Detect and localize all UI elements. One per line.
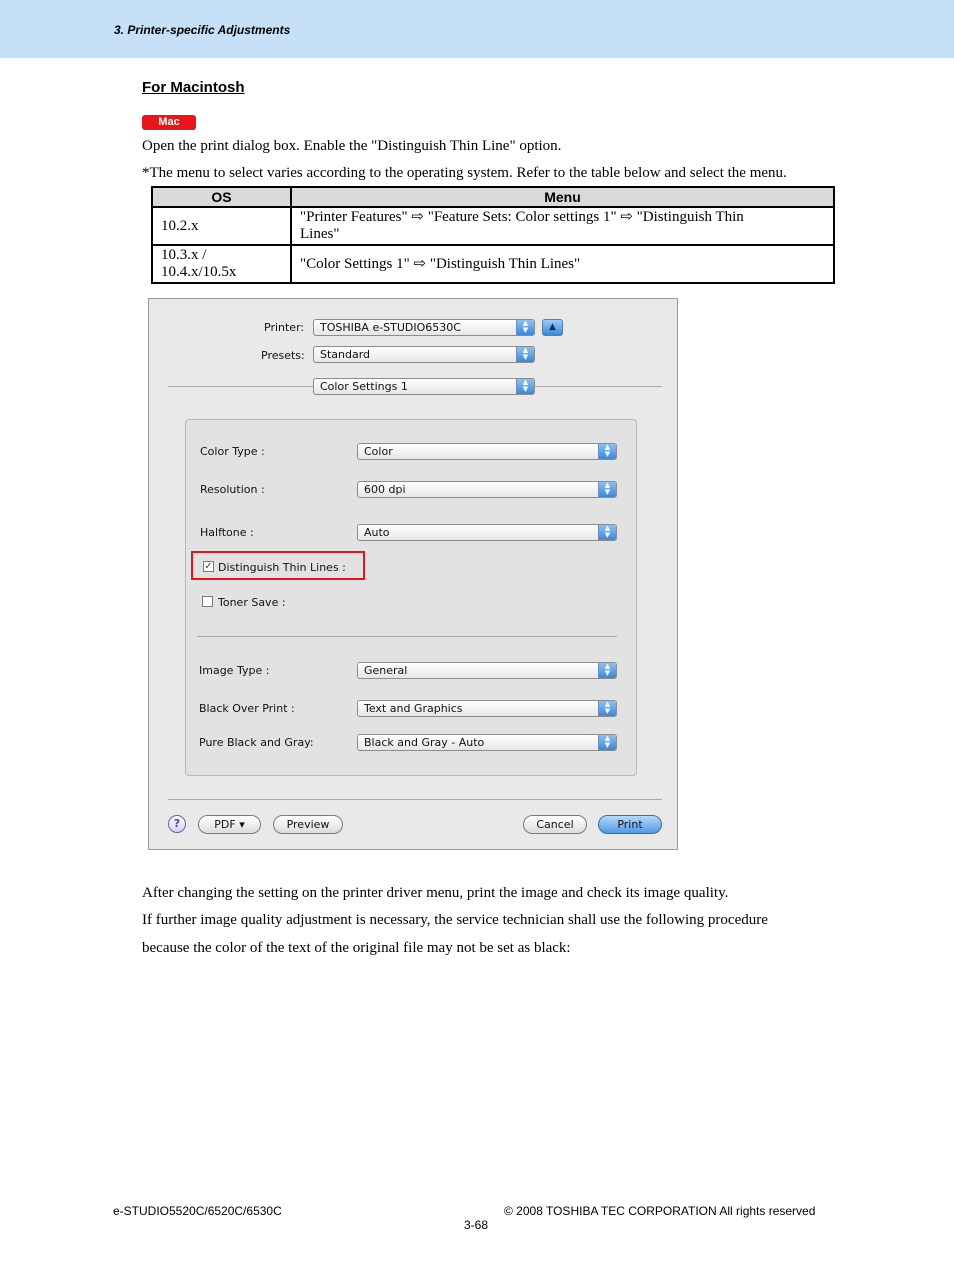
popup-arrows-icon: ▲ ▼ (598, 444, 616, 459)
divider (168, 799, 662, 800)
printer-label: Printer: (264, 321, 305, 334)
os-menu-table (151, 186, 835, 284)
table-cell-os: 10.3.x / 10.4.x/10.5x (152, 245, 291, 283)
popup-arrows-icon: ▲ ▼ (516, 320, 534, 335)
image-type-select[interactable] (357, 662, 617, 679)
note-text: *The menu to select varies according to the operating system. Refer to the table below and select the menu. (142, 165, 787, 181)
menu-line: "Printer Features" ⇨ "Feature Sets: Color settings 1" ⇨ "Distinguish Thin (300, 209, 744, 225)
after-text: because the color of the text of the original file may not be set as black: (142, 940, 571, 956)
collapse-button[interactable]: ▲ (542, 319, 563, 336)
menu-line: Lines" (300, 226, 340, 242)
running-header: 3. Printer-specific Adjustments (114, 23, 291, 37)
popup-arrows-icon: ▲ ▼ (598, 735, 616, 750)
divider (535, 386, 662, 387)
table-header-os: OS (152, 187, 291, 207)
table-row (152, 245, 834, 283)
resolution-label: Resolution : (200, 483, 265, 496)
section-title: For Macintosh (142, 79, 245, 96)
cancel-button[interactable]: Cancel (523, 815, 587, 834)
popup-arrows-icon: ▲ ▼ (598, 482, 616, 497)
pure-black-select[interactable] (357, 734, 617, 751)
halftone-value: Auto (364, 526, 390, 539)
presets-select[interactable] (313, 346, 535, 363)
toner-save-label: Toner Save : (218, 596, 286, 609)
resolution-value: 600 dpi (364, 483, 406, 496)
pure-black-label: Pure Black and Gray: (199, 736, 314, 749)
color-type-label: Color Type : (200, 445, 265, 458)
panel-select[interactable] (313, 378, 535, 395)
print-button[interactable]: Print (598, 815, 662, 834)
after-text: After changing the setting on the printer driver menu, print the image and check its image quality. (142, 885, 729, 901)
resolution-select[interactable] (357, 481, 617, 498)
distinguish-thin-lines-checkbox[interactable]: ✓ (204, 561, 213, 572)
image-type-value: General (364, 664, 408, 677)
after-text: If further image quality adjustment is necessary, the service technician shall use the following procedure (142, 912, 768, 928)
color-type-select[interactable] (357, 443, 617, 460)
table-cell-os: 10.2.x (152, 207, 291, 245)
printer-select[interactable] (313, 319, 535, 336)
panel-value: Color Settings 1 (320, 380, 408, 393)
black-over-print-select[interactable] (357, 700, 617, 717)
black-over-print-value: Text and Graphics (364, 702, 463, 715)
table-cell-menu (291, 207, 834, 245)
color-type-value: Color (364, 445, 393, 458)
color-settings-group (185, 419, 637, 776)
popup-arrows-icon: ▲ ▼ (598, 701, 616, 716)
presets-value: Standard (320, 348, 371, 361)
presets-label: Presets: (261, 349, 305, 362)
pure-black-value: Black and Gray - Auto (364, 736, 485, 749)
footer-model: e-STUDIO5520C/6520C/6530C (113, 1204, 282, 1218)
table-header-menu: Menu (291, 187, 834, 207)
page-number: 3-68 (464, 1218, 489, 1232)
highlight-box (191, 551, 365, 580)
preview-button[interactable]: Preview (273, 815, 343, 834)
printer-value: TOSHIBA e-STUDIO6530C (320, 321, 461, 334)
table-cell-menu: "Color Settings 1" ⇨ "Distinguish Thin Lines" (291, 245, 834, 283)
popup-arrows-icon: ▲ ▼ (516, 347, 534, 362)
popup-arrows-icon: ▲ ▼ (598, 525, 616, 540)
mac-badge: Mac (142, 115, 196, 130)
black-over-print-label: Black Over Print : (199, 702, 295, 715)
halftone-label: Halftone : (200, 526, 254, 539)
image-type-label: Image Type : (199, 664, 270, 677)
divider (197, 636, 617, 637)
print-dialog (148, 298, 678, 850)
footer-copyright: © 2008 TOSHIBA TEC CORPORATION All rights reserved (504, 1204, 816, 1218)
halftone-select[interactable] (357, 524, 617, 541)
pdf-button[interactable]: PDF ▾ (198, 815, 261, 834)
help-icon[interactable]: ? (168, 815, 186, 833)
popup-arrows-icon: ▲ ▼ (516, 379, 534, 394)
popup-arrows-icon: ▲ ▼ (598, 663, 616, 678)
divider (168, 386, 313, 387)
toner-save-checkbox[interactable] (202, 596, 213, 607)
table-row (152, 207, 834, 245)
intro-text: Open the print dialog box. Enable the "Distinguish Thin Line" option. (142, 138, 562, 154)
distinguish-thin-lines-label: Distinguish Thin Lines : (218, 561, 346, 574)
